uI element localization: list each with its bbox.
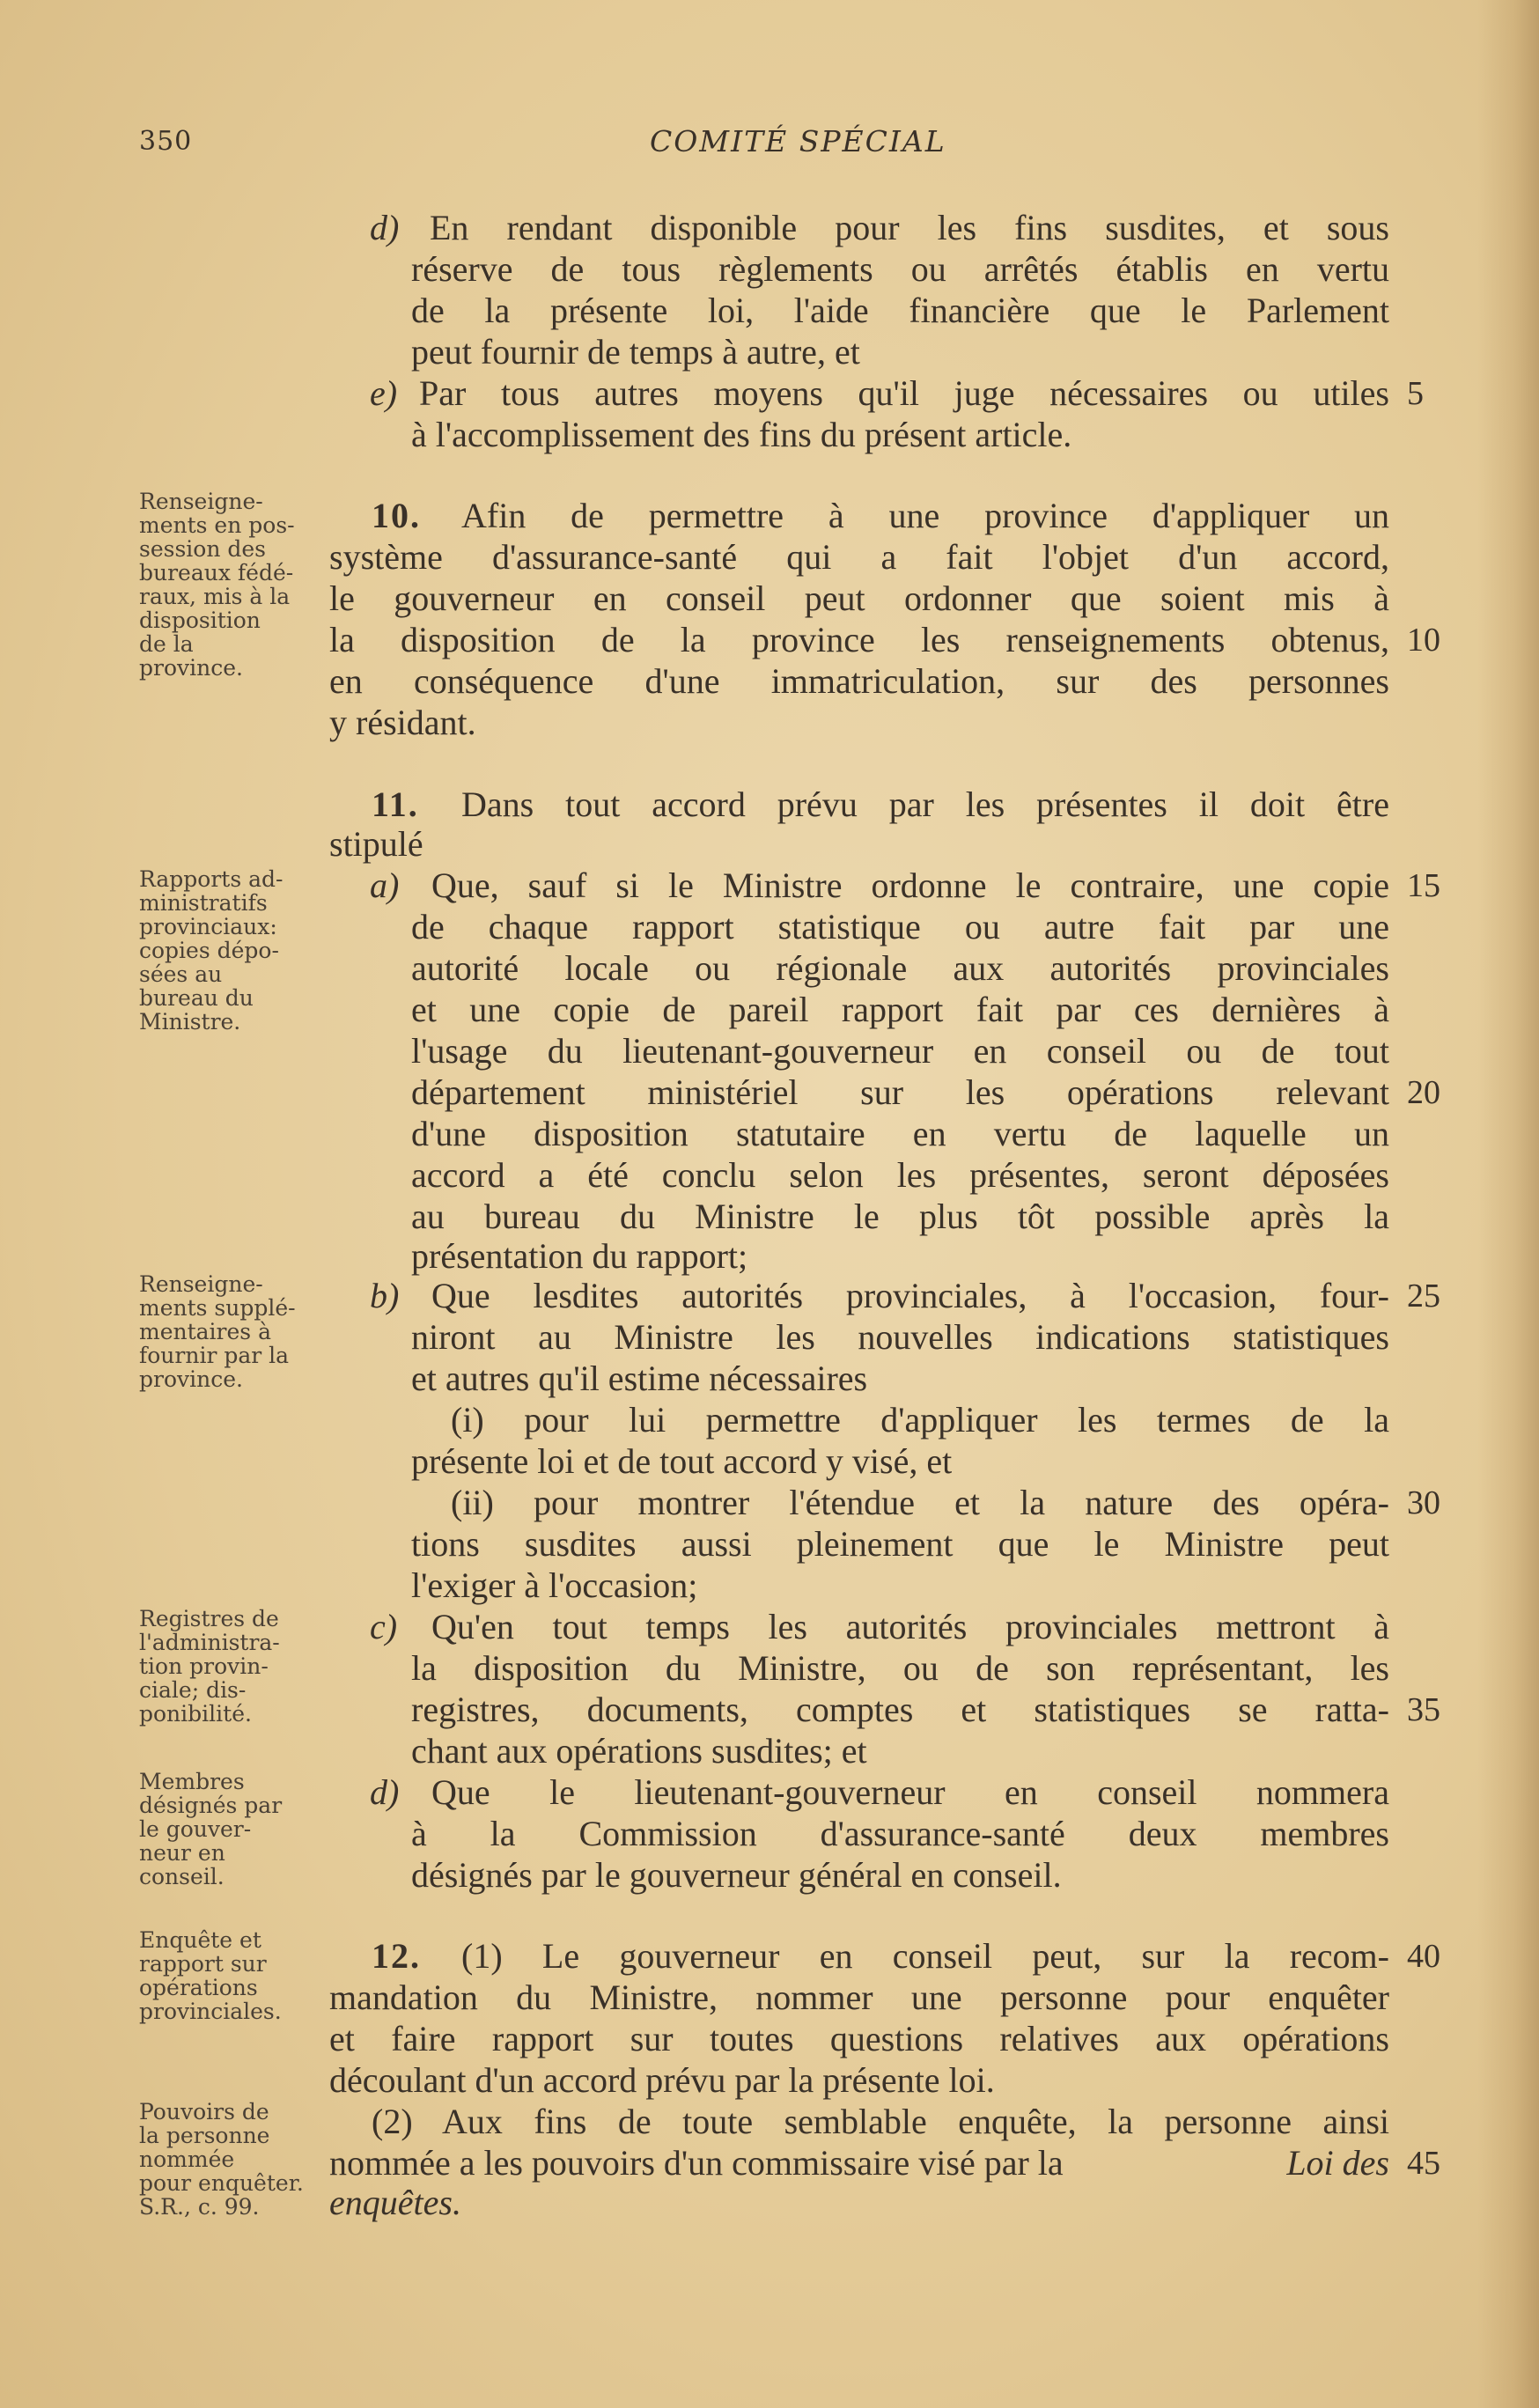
margin-note-membres: Membres désignés par le gouver- neur en conseil. bbox=[139, 1769, 283, 1889]
text-line: stipulé bbox=[329, 824, 423, 864]
text-line: présente loi et de tout accord y visé, et bbox=[411, 1441, 953, 1481]
margin-note-enquete: Enquête et rapport sur opérations provinciales. bbox=[139, 1927, 282, 2024]
item-label: c) bbox=[370, 1607, 398, 1646]
item-label: d) bbox=[370, 1772, 400, 1812]
text-line: et autres qu'il estime nécessaires bbox=[411, 1359, 868, 1398]
text-line: en conséquence d'une immatriculation, sur des personnes bbox=[329, 661, 1389, 701]
text-line: au bureau du Ministre le plus tôt possible après la bbox=[411, 1197, 1389, 1236]
margin-note-rapports: Rapports ad- ministratifs provinciaux: copies dépo- sées au bureau du Ministre. bbox=[139, 866, 284, 1035]
item-label: b) bbox=[370, 1276, 400, 1315]
margin-note-supplementaires: Renseigne- ments supplé- mentaires à fournir par la province. bbox=[139, 1271, 296, 1392]
margin-note-registres: Registres de l'administra- tion provin- ciale; dis- ponibilité. bbox=[139, 1606, 280, 1727]
line-number: 35 bbox=[1407, 1691, 1440, 1728]
text-line: désignés par le gouverneur général en conseil. bbox=[411, 1855, 1062, 1895]
text-line: registres, documents, comptes et statistiques se ratta- bbox=[411, 1690, 1389, 1729]
text-line: Que le lieutenant-gouverneur en conseil nommera bbox=[431, 1772, 1389, 1812]
text-line: Dans tout accord prévu par les présentes il doit être bbox=[461, 784, 1389, 824]
text-line: et faire rapport sur toutes questions relatives aux opérations bbox=[329, 2019, 1389, 2058]
text-line: la disposition de la province les renseignements obtenus, bbox=[329, 620, 1389, 659]
text-line: le gouverneur en conseil peut ordonner que soient mis à bbox=[329, 578, 1389, 618]
text-line: d'une disposition statutaire en vertu de laquelle un bbox=[411, 1114, 1389, 1153]
text-line: présentation du rapport; bbox=[411, 1236, 748, 1276]
text-line: chant aux opérations susdites; et bbox=[411, 1731, 867, 1771]
text-line: système d'assurance-santé qui a fait l'objet d'un accord, bbox=[329, 537, 1389, 577]
text-line: niront au Ministre les nouvelles indications statistiques bbox=[411, 1317, 1389, 1357]
law-title: enquêtes. bbox=[329, 2183, 461, 2222]
text-line: peut fournir de temps à autre, et bbox=[411, 332, 860, 372]
margin-note-pouvoirs: Pouvoirs de la personne nommée pour enquêter. S.R., c. 99. bbox=[139, 2099, 304, 2220]
text-line: la disposition du Ministre, ou de son représentant, les bbox=[411, 1648, 1389, 1688]
line-number: 25 bbox=[1407, 1278, 1440, 1314]
text-line: Que lesdites autorités provinciales, à l'occasion, four- bbox=[431, 1276, 1389, 1315]
text-line: y résidant. bbox=[329, 703, 476, 742]
text-line: l'exiger à l'occasion; bbox=[411, 1565, 698, 1605]
text-line: (1) Le gouverneur en conseil peut, sur la recom- bbox=[461, 1936, 1389, 1976]
section-number: 11. bbox=[372, 784, 419, 824]
text-line: (2) Aux fins de toute semblable enquête, la personne ainsi bbox=[372, 2102, 1389, 2141]
line-number: 40 bbox=[1407, 1938, 1440, 1975]
text-line: à la Commission d'assurance-santé deux membres bbox=[411, 1814, 1389, 1853]
text-line: département ministériel sur les opérations relevant bbox=[411, 1072, 1389, 1112]
running-title: COMITÉ SPÉCIAL bbox=[650, 124, 946, 158]
line-number: 20 bbox=[1407, 1074, 1440, 1111]
line-number: 10 bbox=[1407, 622, 1440, 659]
text-line: et une copie de pareil rapport fait par ces dernières à bbox=[411, 990, 1389, 1029]
item-label: a) bbox=[370, 865, 400, 905]
text-line: à l'accomplissement des fins du présent article. bbox=[411, 415, 1072, 454]
item-label: d) bbox=[370, 208, 400, 247]
text-line: de la présente loi, l'aide financière que le Parlement bbox=[411, 291, 1389, 330]
text-line: nommée a les pouvoirs d'un commissaire visé par la Loi des bbox=[329, 2143, 1389, 2183]
section-number: 12. bbox=[372, 1936, 421, 1976]
page-number: 350 bbox=[139, 126, 193, 157]
text-line: (ii) pour montrer l'étendue et la nature des opéra- bbox=[451, 1483, 1389, 1522]
line-number: 5 bbox=[1407, 375, 1424, 412]
text-line: de chaque rapport statistique ou autre fait par une bbox=[411, 907, 1389, 946]
text-line: Qu'en tout temps les autorités provinciales mettront à bbox=[431, 1607, 1389, 1646]
line-number: 45 bbox=[1407, 2145, 1440, 2182]
text-line: tions susdites aussi pleinement que le Ministre peut bbox=[411, 1524, 1389, 1564]
item-label: e) bbox=[370, 373, 398, 413]
text-line: autorité locale ou régionale aux autorités provinciales bbox=[411, 948, 1389, 988]
text-line: En rendant disponible pour les fins susdites, et sous bbox=[430, 208, 1389, 247]
text-line: Afin de permettre à une province d'appliquer un bbox=[461, 496, 1389, 535]
text-line: réserve de tous règlements ou arrêtés établis en vertu bbox=[411, 249, 1389, 289]
page-edge-shadow bbox=[1477, 0, 1539, 2408]
text-line: Par tous autres moyens qu'il juge nécessaires ou utiles bbox=[419, 373, 1389, 413]
line-number: 30 bbox=[1407, 1484, 1440, 1521]
margin-note-renseignements: Renseigne- ments en pos- session des bureaux fédé- raux, mis à la disposition de la province. bbox=[139, 489, 295, 681]
text-line: accord a été conclu selon les présentes, seront déposées bbox=[411, 1155, 1389, 1195]
text-line: découlant d'un accord prévu par la présente loi. bbox=[329, 2060, 995, 2100]
text-line: (i) pour lui permettre d'appliquer les termes de la bbox=[451, 1400, 1389, 1440]
text-line: Que, sauf si le Ministre ordonne le contraire, une copie bbox=[431, 865, 1389, 905]
text-line: l'usage du lieutenant-gouverneur en conseil ou de tout bbox=[411, 1031, 1389, 1071]
law-title: Loi des bbox=[1286, 2143, 1389, 2183]
line-number: 15 bbox=[1407, 867, 1440, 904]
section-number: 10. bbox=[372, 496, 421, 535]
text-line: mandation du Ministre, nommer une personne pour enquêter bbox=[329, 1977, 1389, 2017]
